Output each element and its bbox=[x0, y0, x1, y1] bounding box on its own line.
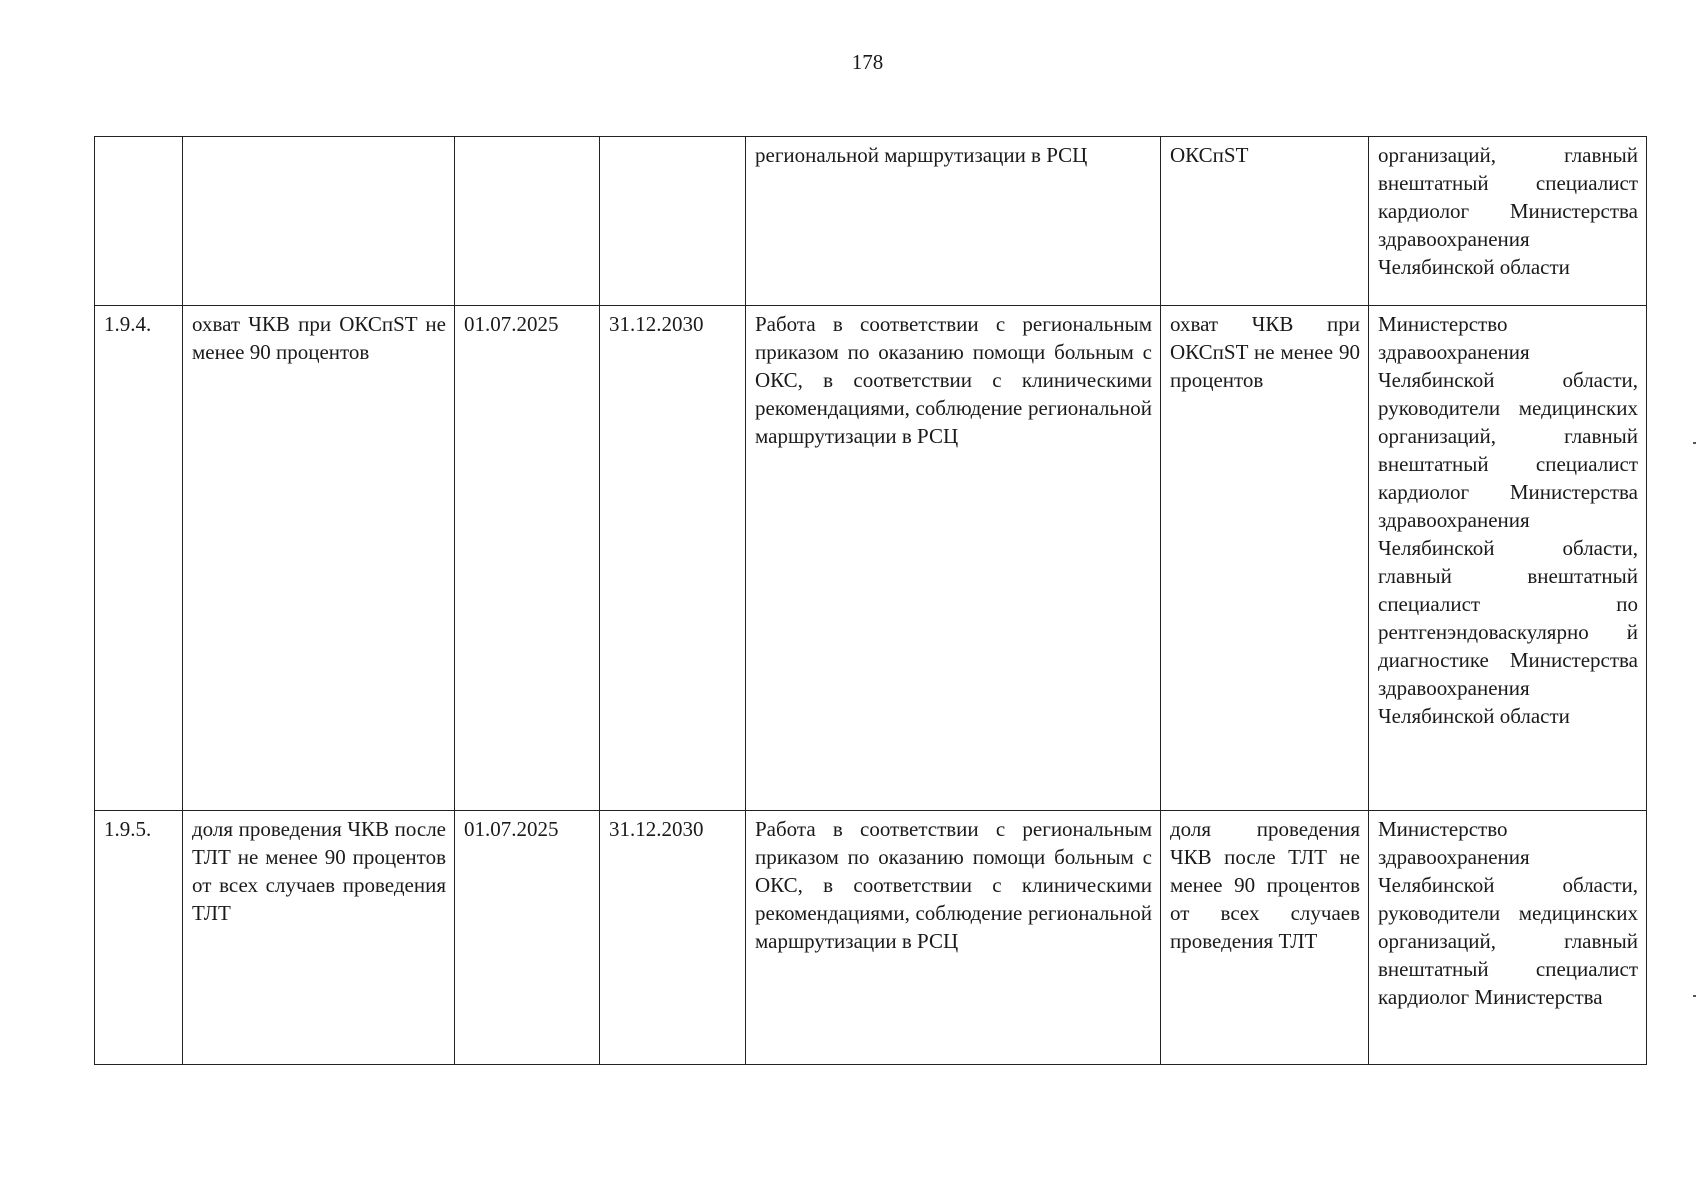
cell-indicator bbox=[183, 137, 455, 306]
cell-result: охват ЧКВ при ОКСпST не менее 90 процентов bbox=[1161, 306, 1369, 811]
scan-mark bbox=[1693, 995, 1696, 997]
table-row bbox=[95, 137, 1647, 306]
cell-indicator: доля проведения ЧКВ после ТЛТ не менее 90 процентов от всех случаев проведения ТЛТ bbox=[183, 811, 455, 1065]
table-row bbox=[95, 306, 1647, 811]
cell-end-date: 31.12.2030 bbox=[600, 811, 746, 1065]
scan-mark bbox=[1693, 442, 1696, 444]
cell-start-date bbox=[455, 137, 600, 306]
table-row bbox=[95, 811, 1647, 1065]
cell-responsible: Министерство здравоохранения Челябинской области, руководители медицинских организаций, главный внештатный специалист кардиолог Министерства bbox=[1369, 811, 1647, 1065]
cell-action: Работа в соответствии с региональным приказом по оказанию помощи больным с ОКС, в соответствии с клиническими рекомендациями, соблюдение региональной маршрутизации в РСЦ bbox=[746, 811, 1161, 1065]
cell-action: региональной маршрутизации в РСЦ bbox=[746, 137, 1161, 306]
cell-indicator: охват ЧКВ при ОКСпST не менее 90 процентов bbox=[183, 306, 455, 811]
cell-result: ОКСпST bbox=[1161, 137, 1369, 306]
page-number: 178 bbox=[851, 50, 884, 74]
cell-number bbox=[95, 137, 183, 306]
cell-start-date: 01.07.2025 bbox=[455, 306, 600, 811]
measures-table bbox=[94, 136, 1647, 1065]
cell-action: Работа в соответствии с региональным приказом по оказанию помощи больным с ОКС, в соответствии с клиническими рекомендациями, соблюдение региональной маршрутизации в РСЦ bbox=[746, 306, 1161, 811]
cell-number: 1.9.4. bbox=[95, 306, 183, 811]
cell-start-date: 01.07.2025 bbox=[455, 811, 600, 1065]
cell-result: доля проведения ЧКВ после ТЛТ не менее 90 процентов от всех случаев проведения ТЛТ bbox=[1161, 811, 1369, 1065]
cell-end-date bbox=[600, 137, 746, 306]
cell-end-date: 31.12.2030 bbox=[600, 306, 746, 811]
cell-responsible: организаций, главный внештатный специалист кардиолог Министерства здравоохранения Челябинской области bbox=[1369, 137, 1647, 306]
cell-responsible: Министерство здравоохранения Челябинской области, руководители медицинских организаций, главный внештатный специалист кардиолог Министерства здравоохранения Челябинской области, главный внештатный специалист по рентгенэндоваскулярно й диагностике Министерства здравоохранения Челябинской области bbox=[1369, 306, 1647, 811]
cell-number: 1.9.5. bbox=[95, 811, 183, 1065]
